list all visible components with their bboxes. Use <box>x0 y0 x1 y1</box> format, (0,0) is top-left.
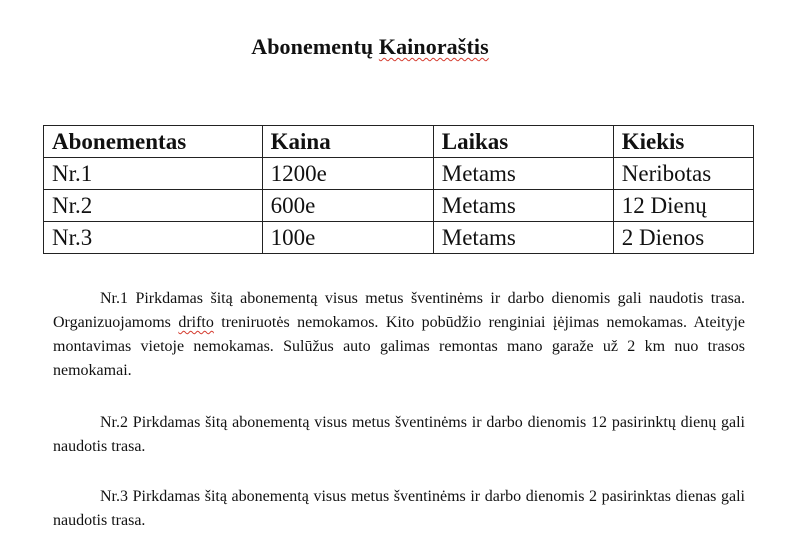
header-kiekis: Kiekis <box>613 126 753 158</box>
paragraph-nr1-text-b: treniruotės nemokamos. Kito pobūdžio renginiai įėjimas nemokamas. Ateityje montavimas vietoje nemokamas. Sulūžus auto galimas remontas mano garaže už 2 km nuo trasos nemokamai. <box>53 314 745 379</box>
price-table <box>43 125 754 254</box>
table-cell: 600e <box>262 190 433 222</box>
table-cell: 100e <box>262 222 433 254</box>
table-cell: 12 Dienų <box>613 190 753 222</box>
title-word-2: Kainoraštis <box>378 34 489 59</box>
paragraph-nr1-text-a: Nr.1 Pirkdamas šitą abonementą visus metus šventinėms ir darbo dienomis gali naudotis trasa. Organizuojamoms <box>53 290 745 331</box>
table-header-row <box>44 126 754 158</box>
table-cell: 1200e <box>262 158 433 190</box>
table-cell: Metams <box>433 158 613 190</box>
header-abonementas: Abonementas <box>44 126 263 158</box>
document-title <box>0 34 740 60</box>
paragraph-nr3: Nr.3 Pirkdamas šitą abonementą visus metus šventinėms ir darbo dienomis 2 pasirinktas dienas gali naudotis trasa. <box>53 488 745 529</box>
paragraph-nr1 <box>53 287 745 383</box>
header-kaina: Kaina <box>262 126 433 158</box>
table-cell: Neribotas <box>613 158 753 190</box>
table-cell: 2 Dienos <box>613 222 753 254</box>
spellcheck-word: drifto <box>178 314 214 331</box>
table-row <box>44 190 754 222</box>
table-row <box>44 222 754 254</box>
title-word-1: Abonementų <box>251 34 379 59</box>
table-cell: Nr.3 <box>44 222 263 254</box>
table-cell: Nr.1 <box>44 158 263 190</box>
table-cell: Metams <box>433 222 613 254</box>
header-laikas: Laikas <box>433 126 613 158</box>
table-cell: Metams <box>433 190 613 222</box>
paragraph-nr2: Nr.2 Pirkdamas šitą abonementą visus metus šventinėms ir darbo dienomis 12 pasirinktų dienų gali naudotis trasa. <box>53 414 745 455</box>
table-cell: Nr.2 <box>44 190 263 222</box>
table-row <box>44 158 754 190</box>
